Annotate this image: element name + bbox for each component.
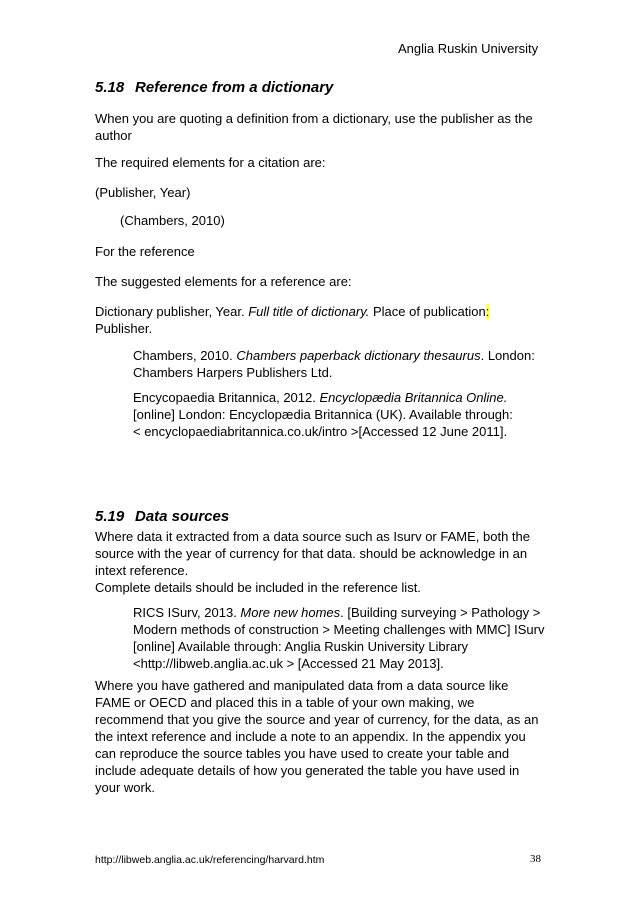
text-run: Dictionary publisher, Year.	[95, 304, 249, 319]
paragraph: When you are quoting a definition from a dictionary, use the publisher as the author	[95, 111, 533, 143]
footer-url: http://libweb.anglia.ac.uk/referencing/harvard.htm	[95, 854, 325, 866]
text-run: Place of publication	[369, 304, 486, 319]
text-run-italic: More new homes	[240, 605, 341, 620]
section-heading-5-19	[95, 508, 229, 525]
citation-example: (Chambers, 2010)	[120, 213, 225, 228]
text-run: . [Building surveying > Pathology > Modern methods of construction > Meeting challenges with MMC] ISurv [online] Available through: Anglia Ruskin University Library <http://libweb.anglia.ac.uk > [Accessed 21 May 2013].	[133, 605, 545, 671]
reference-example	[133, 604, 558, 672]
paragraph: (Publisher, Year)	[95, 185, 191, 200]
text-run-italic: Encyclopædia Britannica Online.	[319, 390, 508, 405]
section-title: Data sources	[135, 508, 230, 525]
paragraph: The required elements for a citation are:	[95, 155, 326, 170]
text-run: RICS ISurv, 2013.	[133, 605, 241, 620]
section-title: Reference from a dictionary	[135, 79, 334, 96]
section-number: 5.19	[95, 508, 125, 525]
highlighted-colon: :	[485, 304, 490, 319]
paragraph: For the reference	[95, 244, 195, 259]
paragraph: Where data it extracted from a data source such as Isurv or FAME, both the source with the year of currency for that data. should be acknowledge in an intext reference.	[95, 529, 530, 578]
page-header: Anglia Ruskin University	[398, 41, 539, 56]
section-number: 5.18	[95, 79, 125, 96]
reference-format	[95, 303, 525, 337]
text-run-italic: Chambers paperback dictionary thesaurus	[236, 348, 481, 363]
text-run-italic: Full title of dictionary.	[248, 304, 370, 319]
text-run: Publisher.	[95, 321, 153, 336]
page-number: 38	[530, 853, 541, 865]
reference-example	[133, 389, 513, 440]
text-run: Encycopaedia Britannica, 2012.	[133, 390, 320, 405]
text-run: [online] London: Encyclopædia Britannica (UK). Available through: < encyclopaediabritannica.co.uk/intro >[Accessed 12 June 2011].	[133, 407, 513, 439]
text-run: Chambers, 2010.	[133, 348, 237, 363]
paragraph: Complete details should be included in the reference list.	[95, 580, 421, 595]
text-run: . London: Chambers Harpers Publishers Ltd.	[133, 348, 535, 380]
reference-example	[133, 347, 553, 381]
paragraph: Where you have gathered and manipulated data from a data source like FAME or OECD and placed this in a table of your own making, we recommend that you give the source and year of currency, for the data, as an the intext reference and include a note to an appendix. In the appendix you can reproduce the source tables you have used to create your table and include adequate details of how you generated the table you have used in your work.	[95, 678, 539, 795]
section-heading-5-18	[95, 79, 333, 96]
paragraph: The suggested elements for a reference are:	[95, 274, 352, 289]
